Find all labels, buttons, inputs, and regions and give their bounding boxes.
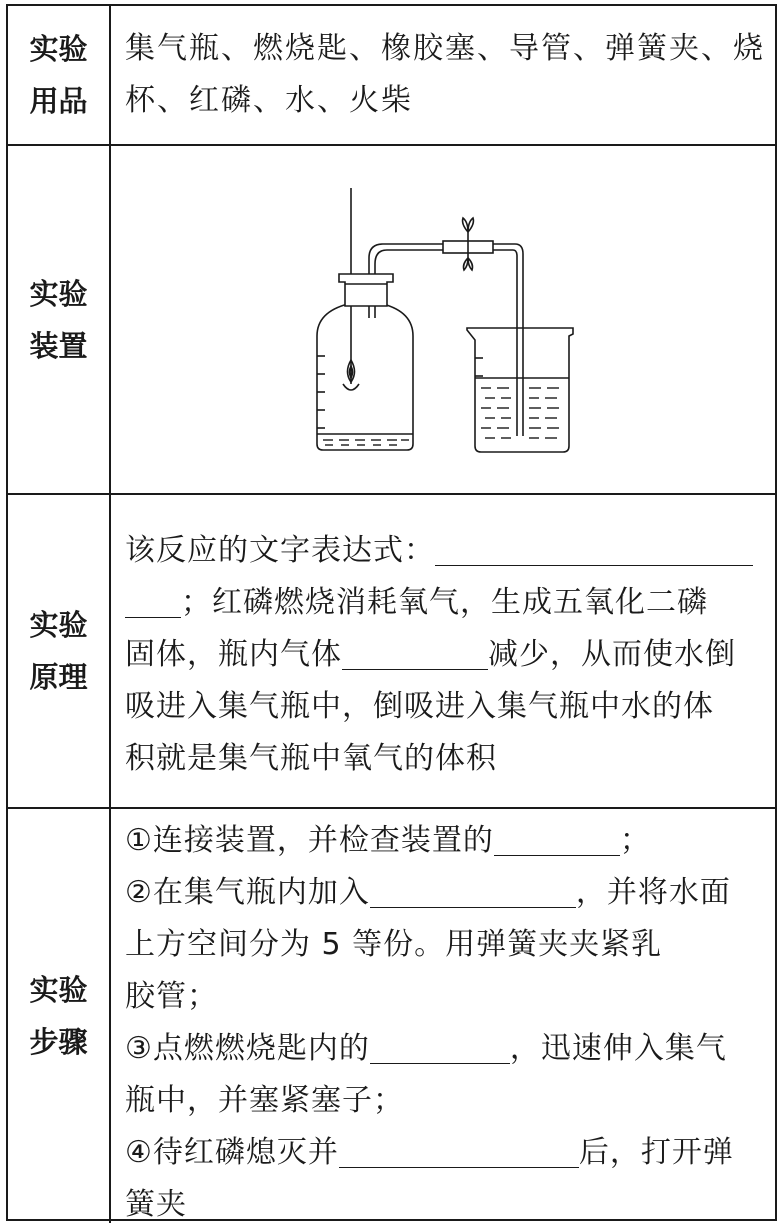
step-2-cont: 上方空间分为 5 等份。用弹簧夹夹紧乳 bbox=[125, 927, 663, 962]
principle-content bbox=[111, 495, 775, 807]
label-line: 步骤 bbox=[29, 1025, 88, 1059]
step-2 bbox=[125, 867, 765, 919]
step-text: ①连接装置，并检查装置的 bbox=[125, 823, 494, 858]
airtightness-blank[interactable] bbox=[494, 821, 620, 856]
materials-row bbox=[8, 6, 775, 146]
step-text: ③点燃燃烧匙内的 bbox=[125, 1031, 370, 1066]
label-line: 原理 bbox=[29, 660, 88, 694]
step-4-cont: 簧夹 bbox=[125, 1187, 187, 1222]
principle-line: 积就是集气瓶中氧气的体积 bbox=[125, 741, 497, 776]
principle-text: ；红磷燃烧消耗氧气，生成五氧化二磷 bbox=[181, 585, 708, 620]
materials-line: 集气瓶、燃烧匙、橡胶塞、导管、弹簧夹、烧 bbox=[125, 31, 765, 66]
materials-label bbox=[8, 6, 111, 144]
equation-blank-continued[interactable] bbox=[125, 583, 181, 618]
principle-line bbox=[125, 525, 765, 577]
apparatus-label bbox=[8, 146, 111, 493]
equation-blank[interactable] bbox=[435, 531, 753, 566]
step-text: ，迅速伸入集气 bbox=[509, 1031, 727, 1066]
materials-content bbox=[111, 6, 775, 144]
principle-text: 固体，瓶内气体 bbox=[125, 637, 342, 672]
water-amount-blank[interactable] bbox=[370, 873, 576, 908]
step-2-cont: 胶管； bbox=[125, 979, 218, 1014]
apparatus-content bbox=[111, 146, 775, 493]
combustion-spoon bbox=[343, 384, 359, 390]
rubber-stopper bbox=[339, 274, 393, 306]
label-line: 实验 bbox=[29, 973, 88, 1007]
step-text: 后，打开弹 bbox=[578, 1135, 734, 1170]
gas-collecting-bottle bbox=[317, 304, 413, 450]
label-line: 装置 bbox=[29, 328, 88, 363]
step-4 bbox=[125, 1127, 765, 1179]
step-3-cont: 瓶中，并塞紧塞子； bbox=[125, 1083, 404, 1118]
beaker bbox=[467, 328, 573, 452]
gas-blank[interactable] bbox=[342, 635, 488, 670]
step-text: ④待红磷熄灭并 bbox=[125, 1135, 339, 1170]
steps-content bbox=[111, 809, 775, 1223]
principle-line: 吸进入集气瓶中，倒吸进入集气瓶中水的体 bbox=[125, 689, 714, 724]
principle-label bbox=[8, 495, 111, 807]
step-text: ②在集气瓶内加入 bbox=[125, 875, 370, 910]
steps-row bbox=[8, 809, 775, 1223]
principle-text: 减少，从而使水倒 bbox=[488, 637, 736, 672]
bottle-water bbox=[317, 434, 413, 445]
principle-line bbox=[125, 577, 765, 629]
principle-line bbox=[125, 629, 765, 681]
step-3 bbox=[125, 1023, 765, 1075]
steps-label bbox=[8, 809, 111, 1223]
principle-text: 该反应的文字表达式： bbox=[125, 533, 435, 568]
cooling-blank[interactable] bbox=[339, 1133, 579, 1168]
step-text: ，并将水面 bbox=[575, 875, 731, 910]
substance-blank[interactable] bbox=[370, 1029, 510, 1064]
step-1 bbox=[125, 815, 765, 867]
materials-line: 杯、红磷、水、火柴 bbox=[125, 83, 413, 118]
beaker-water bbox=[475, 378, 569, 438]
apparatus-row bbox=[8, 146, 775, 495]
label-line: 实验 bbox=[29, 32, 88, 66]
apparatus-diagram bbox=[111, 146, 775, 493]
label-line: 用品 bbox=[29, 84, 88, 118]
label-line: 实验 bbox=[29, 276, 88, 311]
principle-row bbox=[8, 495, 775, 809]
label-line: 实验 bbox=[29, 608, 88, 642]
experiment-table bbox=[6, 4, 777, 1221]
step-text: ； bbox=[619, 823, 651, 858]
